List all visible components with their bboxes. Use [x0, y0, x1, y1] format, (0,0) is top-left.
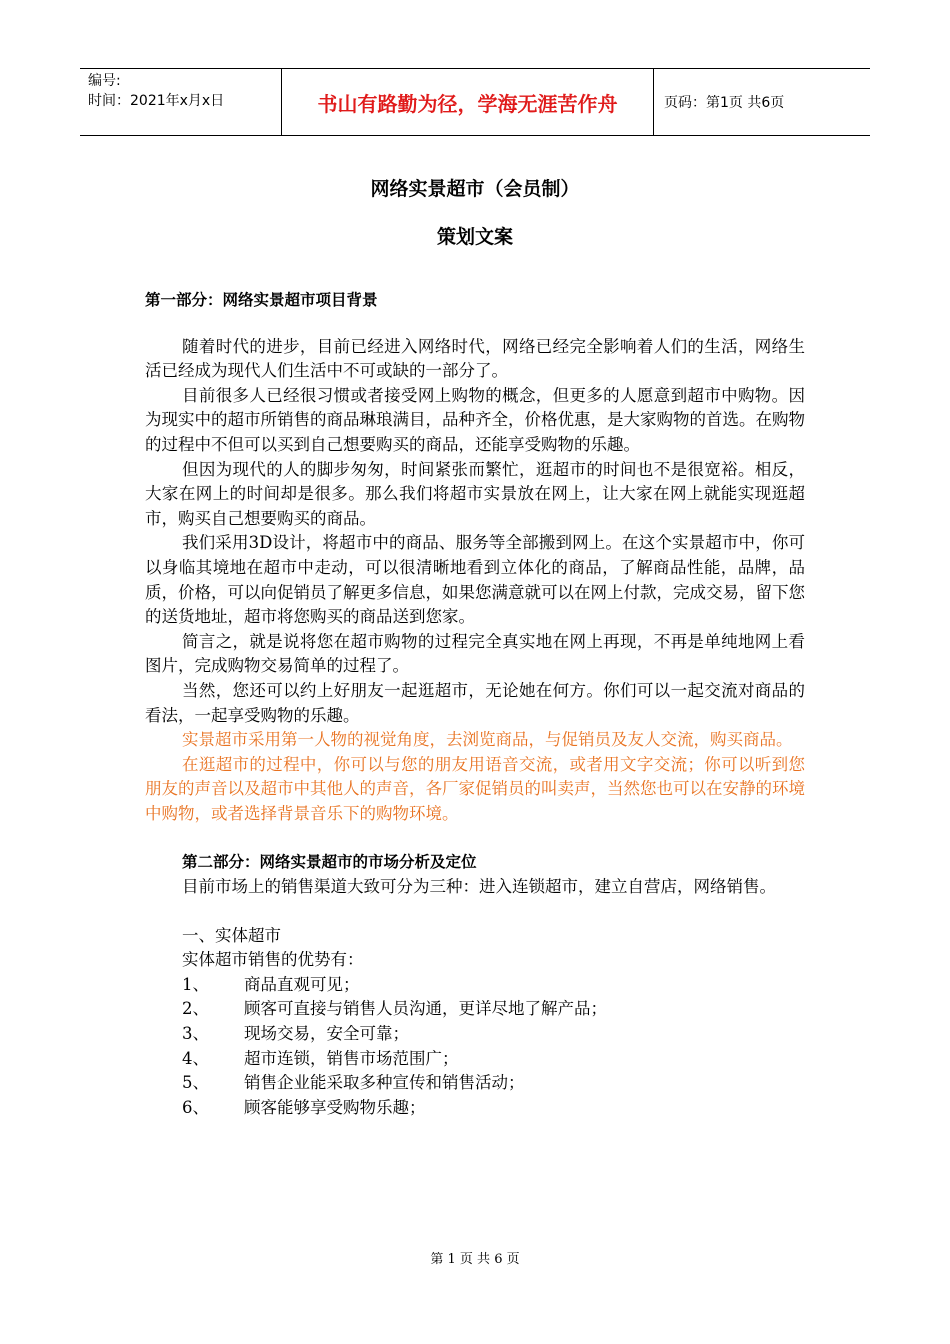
paragraph: 随着时代的进步，目前已经进入网络时代，网络已经完全影响着人们的生活，网络生活已经成为现代人们生活中不可或缺的一部分了。 — [145, 336, 805, 381]
section-2-intro: 目前市场上的销售渠道大致可分为三种：进入连锁超市，建立自营店，网络销售。 — [182, 877, 776, 897]
advantage-list — [145, 973, 805, 1121]
header-motto: 书山有路勤为径，学海无涯苦作舟 — [282, 69, 654, 135]
list-item — [145, 1096, 805, 1121]
list-item — [145, 997, 805, 1022]
list-item-number: 1、 — [182, 974, 209, 994]
list-item-text: 商品直观可见； — [244, 974, 360, 994]
page-footer: 第 1 页 共 6 页 — [430, 1252, 520, 1267]
header-page-label: 页码：第1页 共6页 — [664, 95, 785, 111]
paragraph: 当然，您还可以约上好朋友一起逛超市，无论她在何方。你们可以一起交流对商品的看法，一起享受购物的乐趣。 — [145, 680, 805, 725]
paragraph: 但因为现代的人的脚步匆匆，时间紧张而繁忙，逛超市的时间也不是很宽裕。相反，大家在网上的时间却是很多。那么我们将超市实景放在网上，让大家在网上就能实现逛超市，购买自己想要购买的商品。 — [145, 459, 805, 528]
list-item — [145, 1022, 805, 1047]
list-item-text: 超市连锁，销售市场范围广； — [244, 1048, 459, 1068]
list-item-number: 5、 — [182, 1073, 209, 1093]
list-item — [145, 1047, 805, 1072]
sub-intro: 实体超市销售的优势有： — [182, 950, 364, 970]
document-title: 网络实景超市（会员制） — [370, 178, 580, 200]
highlight-paragraph: 在逛超市的过程中，你可以与您的朋友用语音交流，或者用文字交流；你可以听到您朋友的声音以及超市中其他人的声音，各厂家促销员的叫卖声，当然您也可以在安静的环境中购物，或者选择背景音乐下的购物环境。 — [145, 754, 805, 823]
list-item — [145, 973, 805, 998]
list-item-text: 顾客能够享受购物乐趣； — [244, 1097, 426, 1117]
list-item-number: 4、 — [182, 1048, 209, 1068]
paragraph: 简言之，就是说将您在超市购物的过程完全真实地在网上再现，不再是单纯地网上看图片，完成购物交易简单的过程了。 — [145, 631, 805, 676]
list-item-number: 6、 — [182, 1097, 209, 1117]
list-item-text: 顾客可直接与销售人员沟通，更详尽地了解产品； — [244, 999, 607, 1019]
sub-heading: 一、实体超市 — [182, 925, 281, 945]
highlight-paragraph: 实景超市采用第一人物的视觉角度，去浏览商品，与促销员及友人交流，购买商品。 — [182, 730, 793, 750]
list-item-text: 销售企业能采取多种宣传和销售活动； — [244, 1073, 525, 1093]
list-item-text: 现场交易，安全可靠； — [244, 1024, 409, 1044]
section-2-heading: 第二部分：网络实景超市的市场分析及定位 — [182, 853, 477, 872]
paragraph: 目前很多人已经很习惯或者接受网上购物的概念，但更多的人愿意到超市中购物。因为现实中的超市所销售的商品琳琅满目，品种齐全，价格优惠，是大家购物的首选。在购物的过程中不但可以买到自己想要购买的商品，还能享受购物的乐趣。 — [145, 385, 805, 454]
header-number-label: 编号: — [88, 73, 121, 89]
list-item-number: 2、 — [182, 999, 209, 1019]
header-meta — [80, 69, 282, 135]
list-item-number: 3、 — [182, 1024, 209, 1044]
section-1-heading: 第一部分：网络实景超市项目背景 — [145, 291, 378, 309]
paragraph: 我们采用3D设计，将超市中的商品、服务等全部搬到网上。在这个实景超市中，你可以身临其境地在超市中走动，可以很清晰地看到立体化的商品，了解商品性能，品牌，品质，价格，可以向促销员了解更多信息，如果您满意就可以在网上付款，完成交易，留下您的送货地址，超市将您购买的商品送到您家。 — [145, 533, 805, 627]
document-body — [145, 288, 805, 1120]
header-time-label: 时间：2021年x月x日 — [88, 93, 225, 109]
list-item — [145, 1071, 805, 1096]
page-header — [80, 68, 870, 136]
document-subtitle: 策划文案 — [436, 226, 513, 248]
